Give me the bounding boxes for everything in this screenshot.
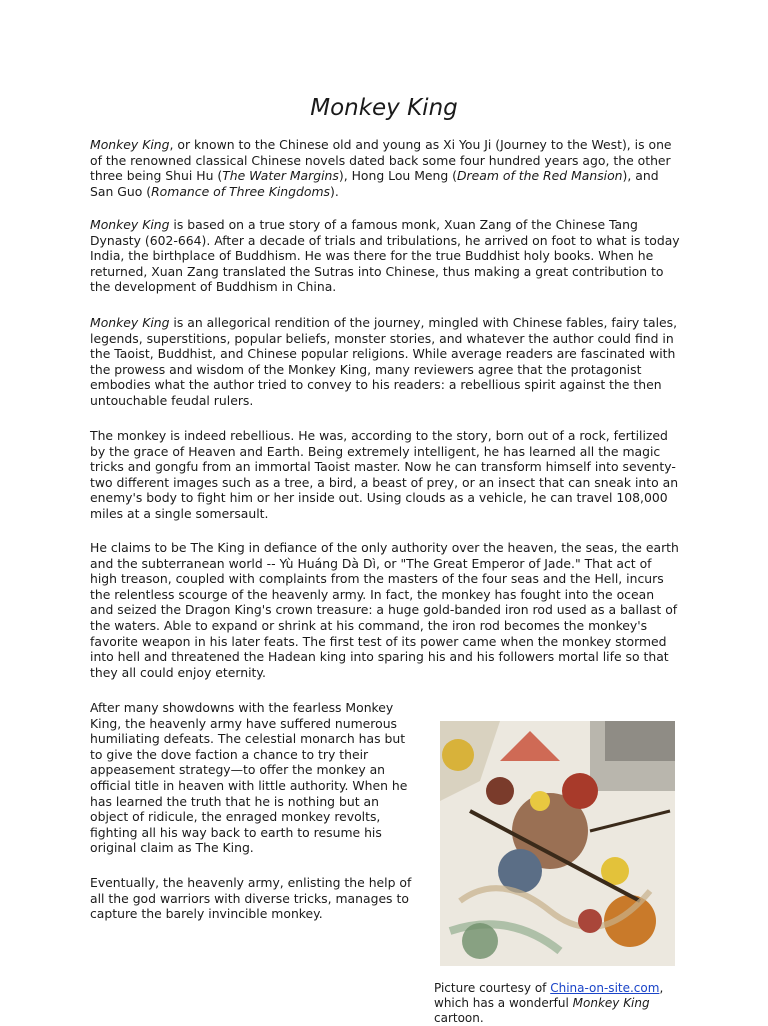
book-title: Monkey King <box>90 137 170 152</box>
book-title: Monkey King <box>90 315 170 330</box>
cartoon-title: Monkey King <box>572 996 650 1010</box>
book-title: Dream of the Red Mansion <box>457 168 623 184</box>
text: Picture courtesy of <box>434 981 551 995</box>
text: ), Hong Lou Meng ( <box>338 168 458 184</box>
book-title: The Water Margins <box>222 168 339 184</box>
text: cartoon. <box>434 1011 484 1025</box>
paragraph-capture: Eventually, the heavenly army, enlisting the help of all the god warriors with diverse tricks, manages to capture the barely invincible monkey. <box>90 875 412 922</box>
text: ), and San Guo ( <box>90 168 659 199</box>
text: , which has a wonderful <box>434 981 664 1010</box>
paragraph-showdowns: After many showdowns with the fearless Monkey King, the heavenly army have suffered numerous humiliating defeats. The celestial monarch has but to give the dove faction a chance to try their appeasement strategy—to offer the monkey an official title in heaven with little authority. When he has learned the truth that he is nothing but an object of ridicule, the enraged monkey revolts, fighting all his way back to earth to resume his original claim as The King. <box>90 700 408 856</box>
paragraph-origin <box>90 217 680 295</box>
text: is an allegorical rendition of the journey, mingled with Chinese fables, fairy tales, legends, superstitions, popular beliefs, monster stories, and whatever the author could find in the Taoist, Buddhist, and Chinese popular religions. While average readers are fascinated with the prowess and wisdom of the Monkey King, many reviewers agree that the protagonist embodies what the author tried to convey to his readers: a rebellious spirit against the then untouchable feudal rulers. <box>90 315 678 408</box>
monkey-king-illustration <box>440 721 675 966</box>
paragraph-allegory <box>90 315 680 409</box>
book-title: Romance of Three Kingdoms <box>151 183 330 199</box>
page-title: Monkey King <box>310 95 458 121</box>
paragraph-intro <box>90 137 680 199</box>
illustration-svg <box>440 721 675 966</box>
book-title: Monkey King <box>90 217 170 232</box>
paragraph-defiance: He claims to be The King in defiance of the only authority over the heaven, the seas, the earth and the subterranean world -- Yù Huáng Dà Dì, or "The Great Emperor of Jade." That act of high treason, coupled with complaints from the masters of the four seas and the Hell, incurs the relentless scourge of the heavenly army. In fact, the monkey has fought into the ocean and seized the Dragon King's crown treasure: a huge gold-banded iron rod used as a ballast of the waters. Able to expand or shrink at his command, the iron rod becomes the monkey's favorite weapon in his later feats. The first test of its power came when the monkey stormed into hell and threatened the Hadean king into sparing his and his followers mortal life so that they all could enjoy eternity. <box>90 540 679 680</box>
text: ). <box>329 183 339 199</box>
text: is based on a true story of a famous monk, Xuan Zang of the Chinese Tang Dynasty (602-664). After a decade of trials and tribulations, he arrived on foot to what is today India, the birthplace of Buddhism. He was there for the true Buddhist holy books. When he returned, Xuan Zang translated the Sutras into Chinese, thus making a great contribution to the development of Buddhism in China. <box>90 217 680 295</box>
figure-caption <box>434 981 674 1026</box>
text: , or known to the Chinese old and young as Xi You Ji (Journey to the West), is one of the renowned classical Chinese novels dated back some four hundred years ago, the other three being Shui Hu ( <box>90 137 672 184</box>
china-on-site-link[interactable]: China-on-site.com <box>550 981 660 995</box>
paragraph-rebellious: The monkey is indeed rebellious. He was, according to the story, born out of a rock, fertilized by the grace of Heaven and Earth. Being extremely intelligent, he has learned all the magic tricks and gongfu from an immortal Taoist master. Now he can transform himself into seventy-two different images such as a tree, a bird, a beast of prey, or an insect that can sneak into an enemy's body to fight him or her inside out. Using clouds as a vehicle, he can travel 108,000 miles at a single somersault. <box>90 428 679 521</box>
